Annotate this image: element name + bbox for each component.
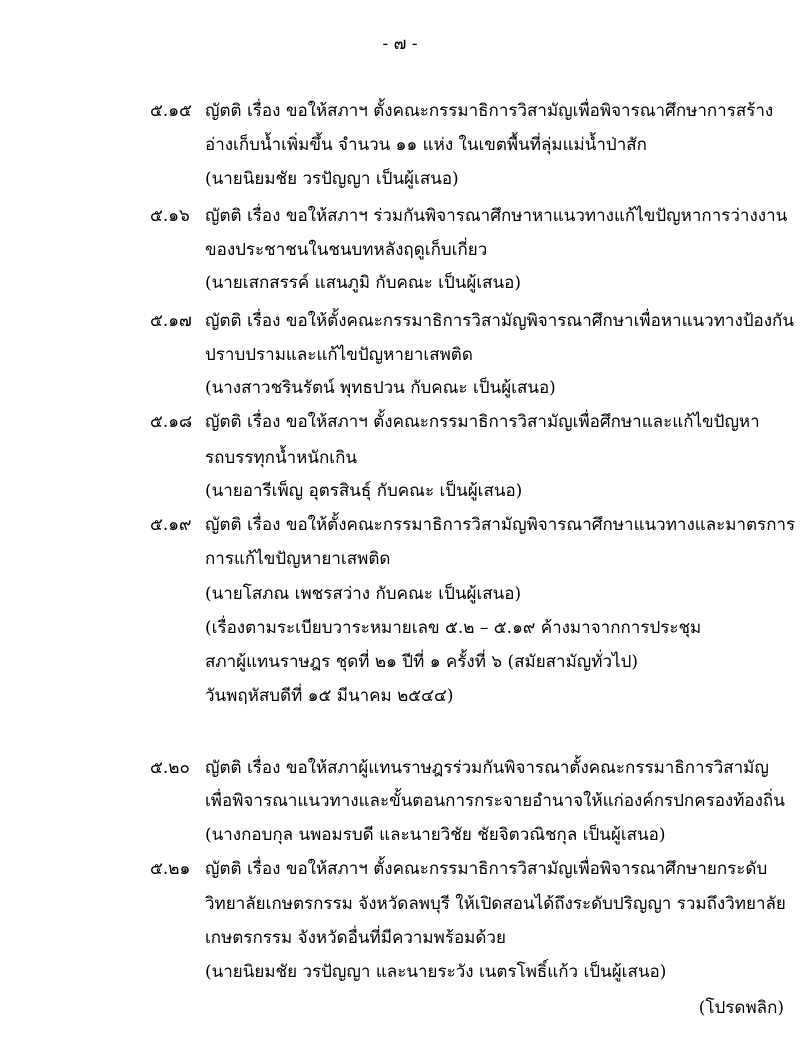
item-title-line: ญัตติ เรื่อง ขอให้ตั้งคณะกรรมาธิการวิสามัญพิจารณาศึกษาเพื่อหาแนวทางป้องกัน [205,311,794,331]
item-title-line: เกษตรกรรม จังหวัดอื่นที่มีความพร้อมด้วย [205,928,506,948]
note-line: สภาผู้แทนราษฎร ชุดที่ ๒๑ ปีที่ ๑ ครั้งที่ ๖ (สมัยสามัญทั่วไป) [205,652,639,672]
note-line: วันพฤหัสบดีที่ ๑๕ มีนาคม ๒๕๔๔) [205,686,454,706]
page-number: - ๗ - [382,34,418,54]
item-proposer: (นายนิยมชัย วรปัญญา และนายระวัง เนตรโพธิ์แก้ว เป็นผู้เสนอ) [205,962,667,982]
note-line: (เรื่องตามระเบียบวาระหมายเลข ๕.๒ – ๕.๑๙ ค้างมาจากการประชุม [205,618,702,638]
item-proposer: (นายอารีเพ็ญ อุตรสินธุ์ กับคณะ เป็นผู้เสนอ) [205,481,523,501]
item-title-line: ญัตติ เรื่อง ขอให้สภาฯ ตั้งคณะกรรมาธิการวิสามัญเพื่อพิจารณาศึกษาการสร้าง [205,101,774,121]
item-number: ๕.๑๘ [150,412,193,432]
item-title-line: ของประชาชนในชนบทหลังฤดูเก็บเกี่ยว [205,240,488,260]
item-title-line: ปราบปรามและแก้ไขปัญหายาเสพติด [205,345,473,365]
item-proposer: (นายโสภณ เพชรสว่าง กับคณะ เป็นผู้เสนอ) [205,584,522,604]
item-title-line: ญัตติ เรื่อง ขอให้สภาฯ ตั้งคณะกรรมาธิการวิสามัญเพื่อศึกษาและแก้ไขปัญหา [205,412,760,432]
item-proposer: (นางสาวชรินรัตน์ พุทธปวน กับคณะ เป็นผู้เสนอ) [205,378,556,398]
item-proposer: (นางกอบกุล นพอมรบดี และนายวิชัย ชัยจิตวณิชกุล เป็นผู้เสนอ) [205,825,666,845]
item-proposer: (นายเสกสรรค์ แสนภูมิ กับคณะ เป็นผู้เสนอ) [205,273,522,293]
item-title-line: รถบรรทุกน้ำหนักเกิน [205,448,357,468]
item-title-line: อ่างเก็บน้ำเพิ่มขึ้น จำนวน ๑๑ แห่ง ในเขตพื้นที่ลุ่มแม่น้ำป่าสัก [205,135,647,155]
item-title-line: ญัตติ เรื่อง ขอให้สภาฯ ร่วมกันพิจารณาศึกษาหาแนวทางแก้ไขปัญหาการว่างงาน [205,206,788,226]
item-title-line: ญัตติ เรื่อง ขอให้สภาฯ ตั้งคณะกรรมาธิการวิสามัญเพื่อพิจารณาศึกษายกระดับ [205,859,768,879]
item-title-line: วิทยาลัยเกษตรกรรม จังหวัดลพบุรี ให้เปิดสอนได้ถึงระดับปริญญา รวมถึงวิทยาลัย [205,894,786,914]
item-number: ๕.๑๕ [150,101,192,121]
item-number: ๕.๒๑ [150,859,191,879]
item-number: ๕.๒๐ [150,758,190,778]
item-proposer: (นายนิยมชัย วรปัญญา เป็นผู้เสนอ) [205,169,459,189]
item-title-line: ญัตติ เรื่อง ขอให้สภาผู้แทนราษฎรร่วมกันพิจารณาตั้งคณะกรรมาธิการวิสามัญ [205,758,769,778]
item-title-line: เพื่อพิจารณาแนวทางและขั้นตอนการกระจายอำนาจให้แก่องค์กรปกครองท้องถิ่น [205,791,785,811]
item-title-line: การแก้ไขปัญหายาเสพติด [205,549,391,569]
item-title-line: ญัตติ เรื่อง ขอให้ตั้งคณะกรรมาธิการวิสามัญพิจารณาศึกษาแนวทางและมาตรการ [205,515,796,535]
item-number: ๕.๑๖ [150,206,190,226]
item-number: ๕.๑๙ [150,515,192,535]
please-turn-over: (โปรดพลิก) [698,998,784,1018]
item-number: ๕.๑๗ [150,311,192,331]
